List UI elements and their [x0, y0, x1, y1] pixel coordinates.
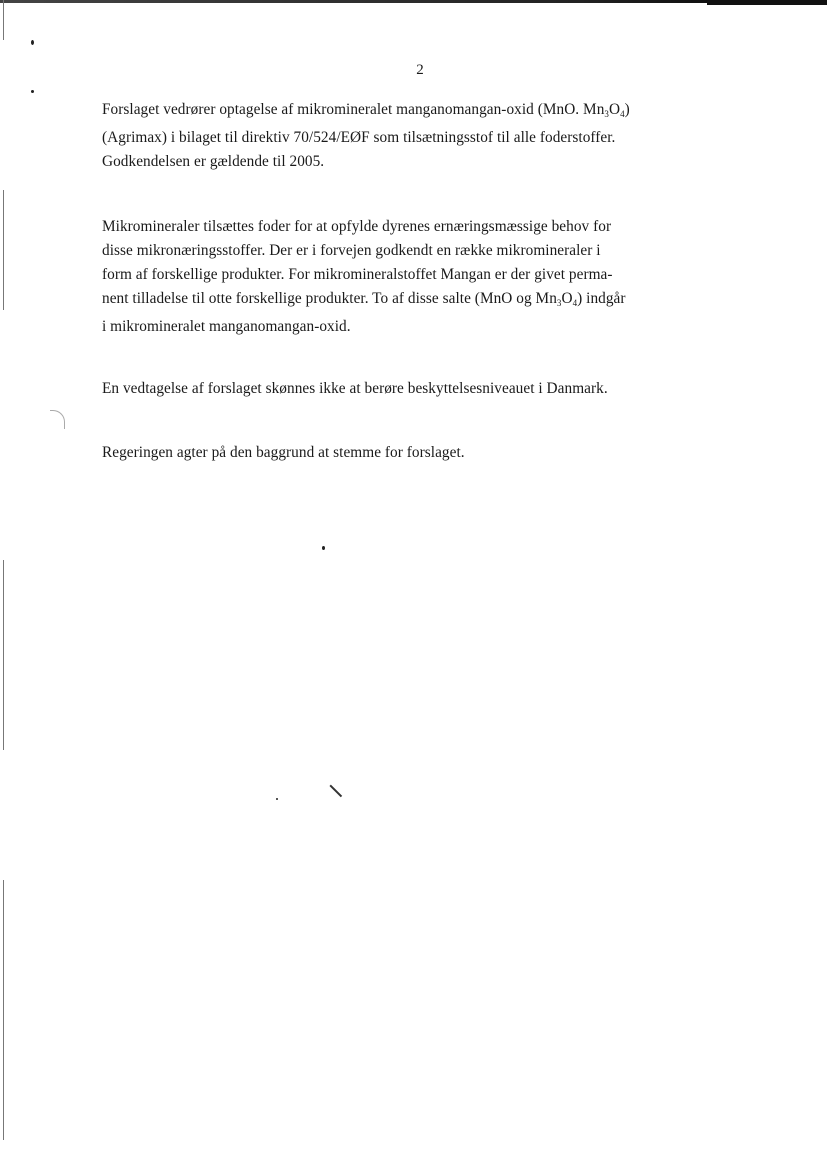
scan-speck — [31, 90, 34, 93]
scan-top-edge-dark — [707, 0, 827, 5]
paragraph-2 — [102, 215, 732, 339]
paragraph-line: Forslaget vedrører optagelse af mikromineralet manganomangan-oxid (MnO. $Mn_3O_4$) — [102, 101, 630, 119]
paragraph-line: Godkendelsen er gældende til 2005. — [102, 153, 325, 170]
paragraph-line: Mikromineraler tilsættes foder for at opfylde dyrenes ernæringsmæssige behov for — [102, 218, 612, 235]
scan-stroke — [330, 785, 342, 797]
paragraph-line: nent tilladelse til otte forskellige produkter. To af disse salte (MnO og $Mn_3O_4$) indgår — [102, 290, 626, 308]
scan-left-edge — [3, 880, 4, 1140]
paragraph-line: form af forskellige produkter. For mikromineralstoffet Mangan er der givet perma- — [102, 266, 613, 283]
paragraph-line: Regeringen agter på den baggrund at stemme for forslaget. — [102, 444, 465, 461]
scan-speck — [276, 798, 278, 800]
paragraph-3 — [102, 377, 732, 401]
scan-speck — [31, 40, 34, 45]
paragraph-line: i mikromineralet manganomangan-oxid. — [102, 318, 351, 335]
paragraph-line: (Agrimax) i bilaget til direktiv 70/524/EØF som tilsætningsstof til alle foderstoffer. — [102, 129, 616, 146]
page-number: 2 — [416, 62, 424, 78]
scan-speck — [322, 546, 325, 550]
paragraph-1 — [102, 98, 732, 174]
scan-left-edge — [3, 190, 4, 310]
paragraph-4 — [102, 441, 732, 465]
scan-top-edge — [0, 0, 827, 3]
paragraph-line: disse mikronæringsstoffer. Der er i forvejen godkendt en række mikromineraler i — [102, 242, 601, 259]
scan-left-edge — [3, 560, 4, 750]
scan-mark — [50, 410, 65, 429]
paragraph-line: En vedtagelse af forslaget skønnes ikke at berøre beskyttelsesniveauet i Danmark. — [102, 380, 608, 397]
scan-left-edge — [3, 0, 4, 40]
